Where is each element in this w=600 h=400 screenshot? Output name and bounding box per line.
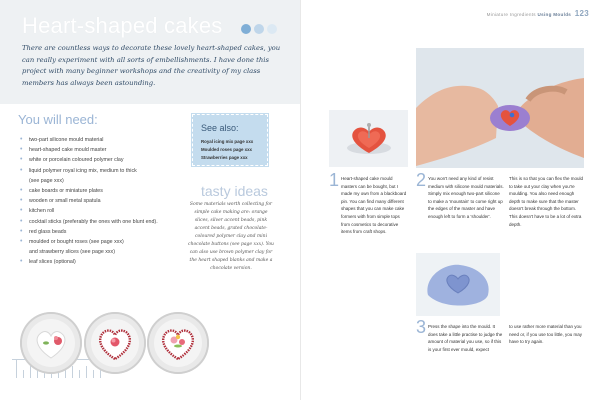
step-text-continued: to use rather more material than you need or, if you use too little, you may have to try again. bbox=[509, 324, 583, 345]
tasty-ideas-heading: tasty ideas bbox=[201, 183, 268, 199]
title-band bbox=[0, 0, 300, 104]
dot-icon bbox=[241, 24, 251, 34]
list-item: • liquid polymer royal icing mix, medium to thick bbox=[20, 166, 195, 176]
materials-heading: You will need: bbox=[18, 112, 98, 127]
intro-paragraph: There are countless ways to decorate these lovely heart-shaped cakes, you can really experiment with all sorts of embellishments. I have done this project with many beginner workshops and the creativity of my class members has always been astounding. bbox=[22, 44, 281, 87]
step3-photo bbox=[416, 253, 500, 316]
step-number: 2 bbox=[416, 170, 427, 190]
list-item: • red glass beads bbox=[20, 227, 195, 237]
step-text: You won't need any kind of resist medium with silicone mould materials. Simply mix enough two-part silicone to make a 'mountain' to come right up the edges of the master and have enough left to form a 'shoulder'. bbox=[428, 176, 504, 219]
dot-icon bbox=[254, 24, 264, 34]
list-item: • heart-shaped cake mould master bbox=[20, 145, 195, 155]
see-also-link[interactable]: Moulded roses page xxx bbox=[201, 147, 252, 152]
see-also-box bbox=[192, 114, 268, 166]
header-section: Using Moulds bbox=[537, 12, 572, 17]
list-item: and strawberry slices (see page xxx) bbox=[29, 249, 115, 256]
materials-list bbox=[20, 135, 195, 268]
list-item: • white or porcelain coloured polymer clay bbox=[20, 155, 195, 165]
list-item: • leaf slices (optional) bbox=[20, 257, 195, 267]
running-header bbox=[487, 9, 589, 18]
step-text: Heart-shaped cake mould masters can be bought, but I made my own from a blackboard pin. You can find many different shapes that you can make cake formers with from simple tops from cosmetics to decorative items from craft shops. bbox=[341, 176, 407, 235]
step-text-continued: This is so that you can flex the mould to take out your clay when you're moulding. You also need enough depth to make sure that the master doesn't break through the bottom. This doesn't have to be a lot of extra depth. bbox=[509, 176, 584, 227]
step-number: 3 bbox=[416, 317, 427, 337]
page-number: 123 bbox=[574, 9, 589, 18]
list-item: (see page xxx) bbox=[29, 177, 64, 184]
step-number: 1 bbox=[329, 170, 340, 190]
list-item: • kitchen roll bbox=[20, 206, 195, 216]
header-book-title: Miniature Ingredients bbox=[486, 12, 536, 17]
list-item: • cocktail sticks (preferably the ones with one blunt end). bbox=[20, 217, 195, 227]
step2-photo bbox=[416, 48, 584, 168]
list-item: • two-part silicone mould material bbox=[20, 135, 195, 145]
list-item: • moulded or bought roses (see page xxx) bbox=[20, 237, 195, 247]
list-item: • cake boards or miniature plates bbox=[20, 186, 195, 196]
cake-photo bbox=[84, 312, 146, 374]
dot-icon bbox=[267, 24, 277, 34]
step1-photo bbox=[329, 110, 408, 167]
see-also-link[interactable]: Strawberries page xxx bbox=[201, 155, 248, 160]
tasty-ideas-text: Some materials worth collecting for simple cake making are: orange slices, silver accent beads, pink accent beads, grated chocolate-coloured polymer clay and mini chocolate buttons (see page xxx). You can also use brown polymer clay for the heart shaped blanks and make a chocolate version. bbox=[188, 202, 274, 271]
decorative-dots bbox=[241, 24, 277, 34]
page-title: Heart-shaped cakes bbox=[22, 13, 223, 38]
see-also-link[interactable]: Royal icing mix page xxx bbox=[201, 139, 254, 144]
see-also-heading: See also: bbox=[201, 123, 239, 133]
right-page bbox=[300, 0, 600, 400]
cake-photo bbox=[147, 312, 209, 374]
list-item: • wooden or small metal spatula bbox=[20, 196, 195, 206]
step-text: Press the shape into the mould. It does take a little practise to judge the amount of material you use, so if this is your first ever mould, expect bbox=[428, 324, 503, 352]
cake-photo bbox=[20, 312, 82, 374]
